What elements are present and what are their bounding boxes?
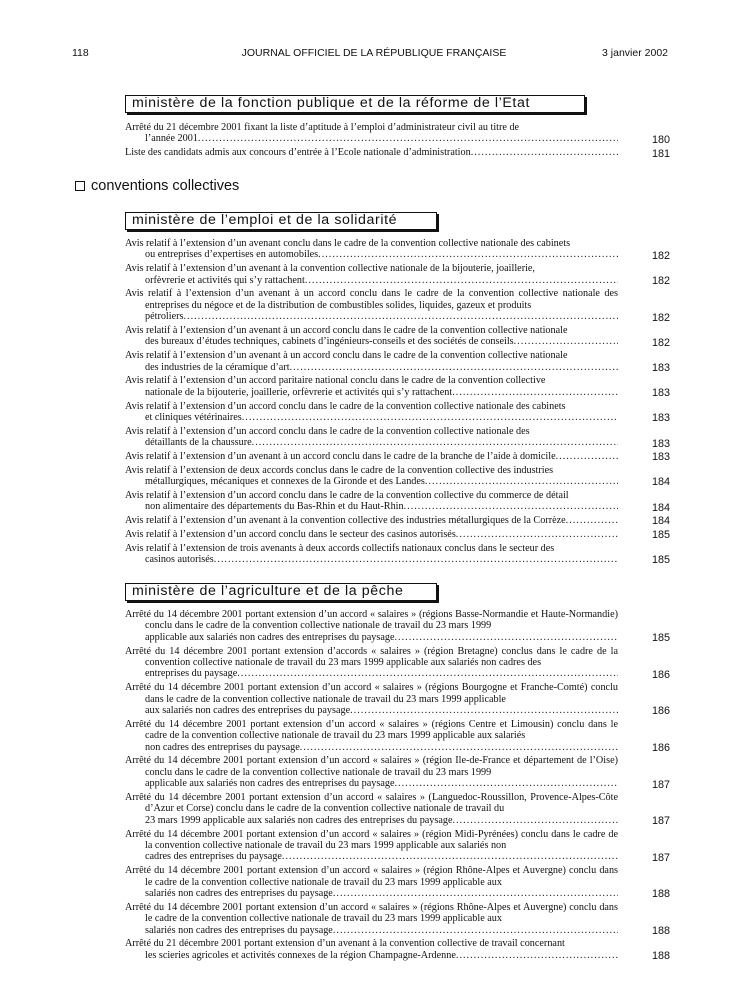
- toc-entry-text: Arrêté du 14 décembre 2001 portant extension d’un accord « salaires » (régions Centre et Limousin) conclu dans le cadre de la convention collective nationale de travail du 23 mars 1999 applicable aux salariés: [125, 718, 618, 742]
- dot-leader: [242, 412, 618, 423]
- dot-leader: [471, 147, 618, 158]
- toc-entry[interactable]: [125, 515, 670, 526]
- dot-leader: [214, 554, 618, 565]
- toc-page-number: 183: [651, 412, 670, 425]
- toc-entry[interactable]: [125, 426, 670, 449]
- toc-page-number: 188: [651, 924, 670, 937]
- toc-page-number: 185: [651, 529, 670, 542]
- toc-entry-text: Arrêté du 14 décembre 2001 portant extension d’un accord « salaires » (régions Basse-Normandie et Haute-Normandie) conclu dans le cadre de la convention collective nationale de travail du 23 mars 1999: [125, 609, 618, 632]
- toc-entry-last-line: nationale de la bijouterie, joaillerie, orfèvrerie et activités qui s’y rattachent: [145, 386, 453, 398]
- toc-entry[interactable]: [125, 865, 670, 899]
- toc-entry-text: Avis relatif à l’extension d’un accord conclu dans le cadre de la convention collective nationale des: [125, 425, 530, 437]
- dot-leader: [198, 133, 618, 144]
- toc-entry[interactable]: [125, 147, 670, 158]
- dot-leader: [456, 950, 618, 961]
- toc-entry-text: Avis relatif à l’extension d’un accord conclu dans le cadre de la convention collective nationale des cabinets: [125, 400, 566, 412]
- toc-entry-last-line: Liste des candidats admis aux concours d’entrée à l’Ecole nationale d’administration: [125, 147, 471, 159]
- ministry-emploi-heading: ministère de l’emploi et de la solidarité: [125, 212, 437, 230]
- toc-entry[interactable]: [125, 543, 670, 566]
- toc-page-number: 187: [651, 778, 670, 791]
- toc-list-fonction-publique: [125, 122, 670, 161]
- dot-leader: [452, 387, 618, 398]
- toc-entry-text: Avis relatif à l’extension d’un avenant à un accord conclu dans le cadre de la convention collective nationale: [125, 350, 568, 362]
- toc-entry-last-line: applicable aux salariés non cadres des entreprises du paysage: [145, 778, 395, 790]
- toc-page-number: 186: [651, 741, 670, 754]
- toc-entry-last-line: aux salariés non cadres des entreprises du paysage: [145, 705, 351, 716]
- toc-entry[interactable]: [125, 902, 670, 936]
- dot-leader: [318, 249, 618, 260]
- toc-entry-last-line: Avis relatif à l’extension d’un avenant à un accord conclu dans le cadre de la branche de l’aide à domicile: [125, 450, 556, 462]
- toc-entry-text: Arrêté du 14 décembre 2001 portant extension d’un accord « salaires » (région Ile-de-France et département de l’Oise) conclu dans le cadre de la convention collective nationale de travail du 23 mars 1999: [125, 755, 618, 778]
- toc-entry[interactable]: [125, 375, 670, 398]
- dot-leader: [404, 501, 618, 512]
- dot-leader: [395, 778, 619, 789]
- toc-entry[interactable]: [125, 238, 670, 261]
- toc-entry[interactable]: [125, 288, 670, 322]
- toc-entry-last-line: Avis relatif à l’extension d’un avenant à la convention collective des industries métallurgiques de la Corrèze: [125, 515, 566, 527]
- toc-list-emploi: [125, 238, 670, 568]
- toc-entry-last-line: 23 mars 1999 applicable aux salariés non cadres des entreprises du paysage: [145, 814, 453, 826]
- dot-leader: [305, 275, 618, 286]
- dot-leader: [282, 851, 618, 862]
- toc-page-number: 185: [651, 554, 670, 567]
- toc-entry-last-line: métallurgiques, mécaniques et connexes de la Gironde et des Landes: [145, 476, 425, 488]
- dot-leader: [556, 451, 618, 462]
- toc-entry-text: Avis relatif à l’extension de trois avenants à deux accords collectifs nationaux conclus dans le secteur des: [125, 542, 555, 554]
- toc-entry-last-line: des bureaux d’études techniques, cabinets d’ingénieurs-conseils et des sociétés de conseils: [145, 336, 514, 348]
- toc-entry-last-line: Avis relatif à l’extension d’un accord conclu dans le secteur des casinos autorisés: [125, 528, 456, 540]
- toc-entry-text: Avis relatif à l’extension d’un avenant à la convention collective nationale de la bijouterie, joaillerie,: [125, 263, 535, 275]
- page-number: 118: [72, 47, 89, 59]
- toc-entry[interactable]: [125, 401, 670, 424]
- toc-page-number: 183: [651, 387, 670, 400]
- dot-leader: [252, 437, 618, 448]
- checkbox-square-icon: [75, 181, 85, 191]
- toc-entry-text: Avis relatif à l’extension de deux accords conclus dans le cadre de la convention collective des industries: [125, 464, 554, 476]
- dot-leader: [290, 362, 618, 373]
- toc-entry[interactable]: [125, 609, 670, 643]
- ministry-agriculture-heading: ministère de l’agriculture et de la pêche: [125, 583, 437, 601]
- toc-entry-text: Arrêté du 14 décembre 2001 portant extension d’un accord « salaires » (Languedoc-Roussillon, Provence-Alpes-Côte d’Azur et Corse) conclu dans le cadre de la convention collective nationale de travail du: [125, 791, 618, 815]
- toc-entry-text: Avis relatif à l’extension d’un avenant à un accord conclu dans le cadre de la convention collective nationale: [125, 324, 568, 336]
- dot-leader: [456, 529, 618, 540]
- toc-entry-last-line: non cadres des entreprises du paysage: [145, 741, 300, 753]
- toc-page-number: 182: [651, 311, 670, 324]
- toc-entry-last-line: entreprises du paysage: [145, 668, 238, 680]
- toc-page-number: 188: [651, 950, 670, 963]
- toc-entry[interactable]: [125, 451, 670, 462]
- toc-page-number: 182: [651, 249, 670, 262]
- toc-page-number: 182: [651, 336, 670, 349]
- toc-page-number: 188: [651, 888, 670, 901]
- toc-entry-text: Arrêté du 14 décembre 2001 portant extension d’un accord « salaires » (régions Bourgogne et Franche-Comté) conclu dans le cadre de la convention collective nationale de travail du 23 mars 1999 applicable: [125, 682, 618, 705]
- dot-leader: [333, 925, 618, 936]
- toc-entry[interactable]: [125, 719, 670, 753]
- toc-entry[interactable]: [125, 682, 670, 716]
- toc-entry-text: Avis relatif à l’extension d’un avenant à un accord conclu dans le cadre de la convention collective nationale des entreprises du négoce et de la distribution de combustibles solides, liquides, gazeux et produits: [125, 288, 618, 311]
- toc-page-number: 184: [651, 515, 670, 528]
- dot-leader: [566, 515, 618, 526]
- toc-page-number: 183: [651, 451, 670, 464]
- toc-entry[interactable]: [125, 792, 670, 826]
- toc-entry-last-line: détaillants de la chaussure: [145, 437, 252, 449]
- toc-entry-last-line: les scieries agricoles et activités connexes de la région Champagne-Ardenne: [145, 949, 456, 961]
- toc-entry-last-line: salariés non cadres des entreprises du paysage: [145, 924, 333, 936]
- toc-entry[interactable]: [125, 490, 670, 513]
- toc-entry[interactable]: [125, 263, 670, 286]
- section-conventions-collectives: [75, 176, 239, 196]
- dot-leader: [395, 632, 619, 643]
- issue-date: 3 janvier 2002: [602, 47, 668, 59]
- dot-leader: [300, 742, 618, 753]
- dot-leader: [425, 476, 618, 487]
- toc-entry-text: Arrêté du 14 décembre 2001 portant extension d’un accord « salaires » (région Midi-Pyrénées) conclu dans le cadre de la convention collective nationale de travail du 23 mars 1999 applicable aux salariés non: [125, 828, 618, 851]
- journal-title: JOURNAL OFFICIEL DE LA RÉPUBLIQUE FRANÇAISE: [241, 47, 507, 59]
- toc-entry-text: Arrêté du 21 décembre 2001 portant extension d’un avenant à la convention collective de travail concernant: [125, 938, 565, 950]
- toc-page-number: 183: [651, 437, 670, 450]
- dot-leader: [350, 705, 618, 716]
- toc-page-number: 187: [651, 851, 670, 864]
- toc-entry-last-line: des industries de la céramique d’art: [145, 361, 290, 373]
- toc-entry[interactable]: [125, 122, 670, 145]
- toc-entry-text: Arrêté du 14 décembre 2001 portant extension d’un accord « salaires » (région Rhône-Alpes et Auvergne) conclu dans le cadre de la convention collective nationale de travail du 23 mars 1999 applicable aux: [125, 865, 618, 888]
- toc-entry-text: Avis relatif à l’extension d’un accord paritaire national conclu dans le cadre de la convention collective: [125, 375, 546, 387]
- toc-page-number: 182: [651, 274, 670, 287]
- toc-list-agriculture: [125, 609, 670, 964]
- toc-entry-last-line: l’année 2001: [145, 133, 198, 145]
- toc-entry-last-line: casinos autorisés: [145, 554, 214, 566]
- dot-leader: [333, 888, 618, 899]
- toc-entry-last-line: cadres des entreprises du paysage: [145, 851, 282, 863]
- toc-entry-last-line: non alimentaire des départements du Bas-Rhin et du Haut-Rhin: [145, 501, 404, 513]
- dot-leader: [514, 336, 618, 347]
- toc-entry-last-line: pétroliers: [145, 311, 184, 323]
- toc-entry[interactable]: [125, 350, 670, 373]
- toc-page-number: 181: [651, 147, 670, 160]
- dot-leader: [183, 311, 618, 322]
- toc-entry-last-line: et cliniques vétérinaires: [145, 411, 242, 423]
- toc-entry[interactable]: [125, 465, 670, 488]
- toc-page-number: 187: [651, 815, 670, 828]
- toc-page-number: 180: [651, 133, 670, 146]
- toc-entry[interactable]: [125, 938, 670, 961]
- toc-entry[interactable]: [125, 755, 670, 789]
- dot-leader: [453, 815, 618, 826]
- toc-page-number: 184: [651, 476, 670, 489]
- toc-page-number: 183: [651, 361, 670, 374]
- toc-entry[interactable]: [125, 529, 670, 540]
- toc-entry-last-line: ou entreprises d’expertises en automobiles: [145, 249, 319, 261]
- toc-entry-last-line: salariés non cadres des entreprises du paysage: [145, 887, 333, 899]
- toc-entry-text: Avis relatif à l’extension d’un accord conclu dans le cadre de la convention collective du commerce de détail: [125, 489, 569, 501]
- toc-entry[interactable]: [125, 325, 670, 348]
- section-title: conventions collectives: [91, 178, 240, 194]
- toc-entry-last-line: orfèvrerie et activités qui s’y rattachent: [145, 274, 305, 286]
- toc-entry-text: Arrêté du 14 décembre 2001 portant extension d’un accord « salaires » (régions Rhône-Alpes et Auvergne) conclu dans le cadre de la convention collective nationale de travail du 23 mars 1999 applicable aux: [125, 901, 618, 925]
- toc-entry-text: Arrêté du 21 décembre 2001 fixant la liste d’aptitude à l’emploi d’administrateur civil au titre de: [125, 122, 520, 133]
- ministry-fonction-publique-heading: ministère de la fonction publique et de la réforme de l’Etat: [125, 95, 585, 113]
- toc-entry[interactable]: [125, 829, 670, 863]
- toc-page-number: 186: [651, 668, 670, 681]
- toc-page-number: 185: [651, 632, 670, 645]
- toc-entry-text: Arrêté du 14 décembre 2001 portant extension d’accords « salaires » (région Bretagne) conclus dans le cadre de la convention collective nationale de travail du 23 mars 1999 applicable aux salariés non cadres des: [125, 645, 618, 668]
- toc-page-number: 184: [651, 501, 670, 514]
- toc-entry-text: Avis relatif à l’extension d’un avenant conclu dans le cadre de la convention collective nationale des cabinets: [125, 238, 571, 249]
- toc-page-number: 186: [651, 705, 670, 718]
- toc-entry[interactable]: [125, 646, 670, 680]
- toc-entry-last-line: applicable aux salariés non cadres des entreprises du paysage: [145, 631, 395, 643]
- dot-leader: [237, 668, 618, 679]
